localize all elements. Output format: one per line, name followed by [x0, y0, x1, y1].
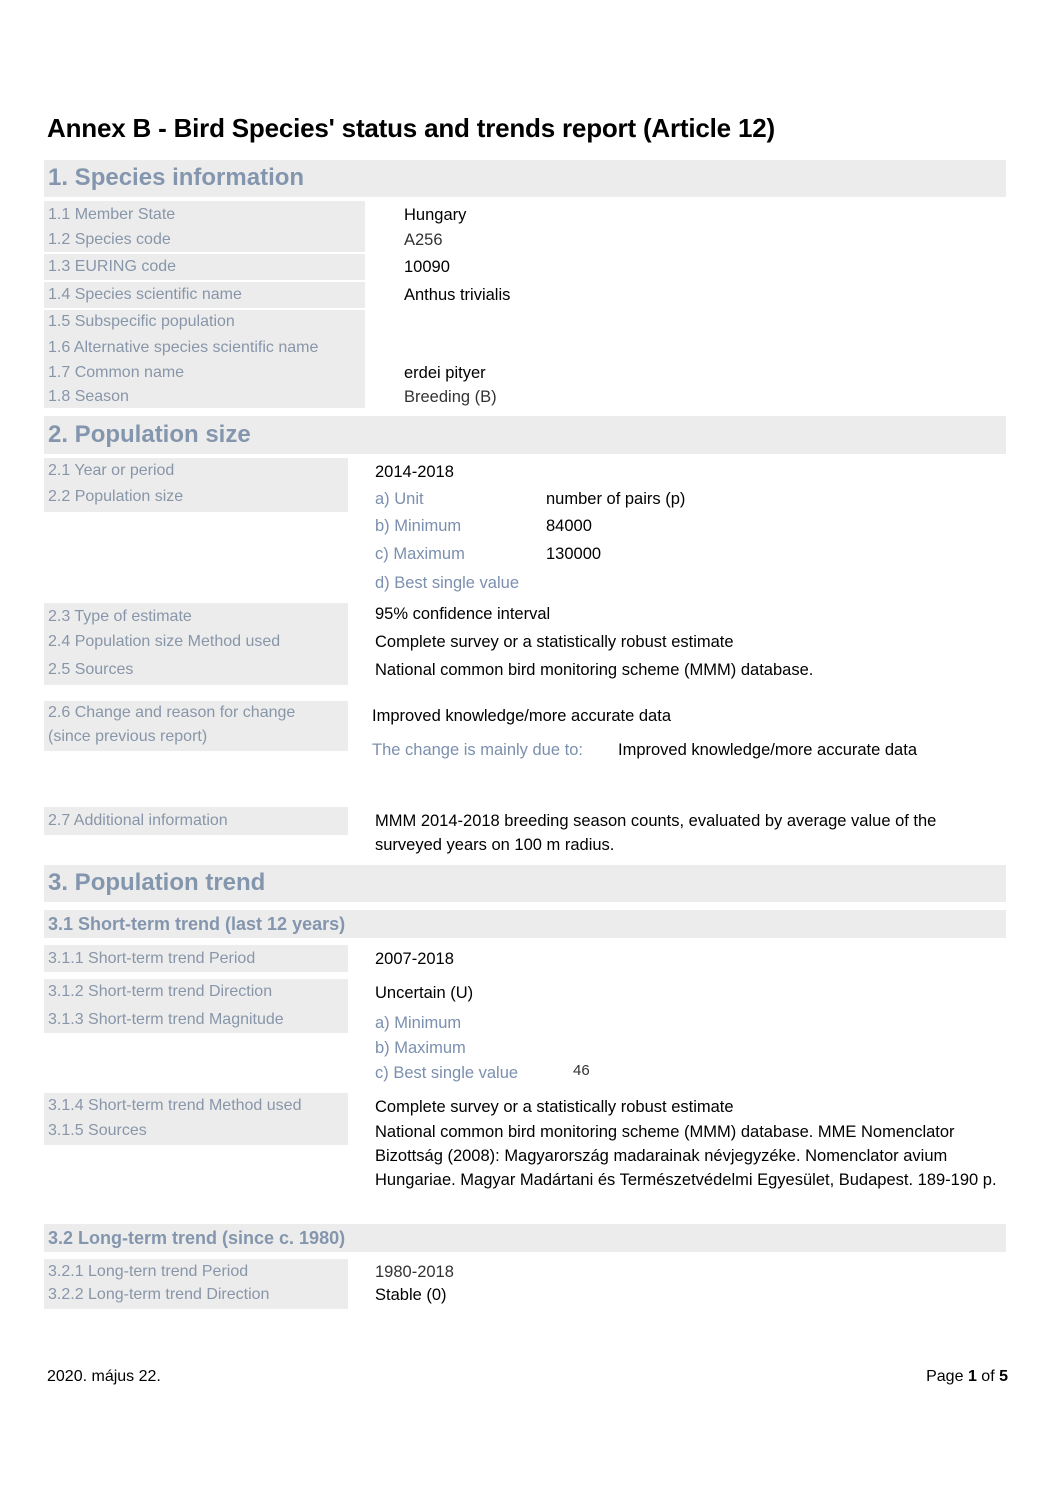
section-heading: 2. Population size — [48, 421, 251, 448]
label-population-size: 2.2 Population size — [48, 488, 184, 505]
value-euring-code: 10090 — [404, 258, 450, 276]
subsection-short-term-trend — [44, 910, 1006, 938]
label-short-direction: 3.1.2 Short-term trend Direction — [48, 983, 273, 1000]
value-member-state: Hungary — [404, 206, 467, 224]
page-of: of — [981, 1368, 995, 1385]
label-long-direction: 3.2.2 Long-term trend Direction — [48, 1286, 270, 1303]
value-short-period: 2007-2018 — [375, 950, 454, 968]
sub-label-change-due: The change is mainly due to: — [372, 741, 583, 759]
label-season: 1.8 Season — [48, 388, 129, 405]
label-method-used: 2.4 Population size Method used — [48, 633, 281, 650]
page-current: 1 — [967, 1368, 977, 1385]
section-heading: 1. Species information — [48, 164, 305, 191]
value-season: Breeding (B) — [404, 388, 497, 406]
label-short-period: 3.1.1 Short-term trend Period — [48, 950, 256, 967]
label-change-reason: 2.6 Change and reason for change — [48, 704, 296, 721]
value-species-code: A256 — [404, 231, 443, 249]
value-method-used: Complete survey or a statistically robust estimate — [375, 633, 734, 651]
label-year-period: 2.1 Year or period — [48, 462, 175, 479]
label-long-period: 3.2.1 Long-tern trend Period — [48, 1263, 249, 1280]
value-short-direction: Uncertain (U) — [375, 984, 474, 1002]
label-euring-code: 1.3 EURING code — [48, 258, 177, 275]
sub-label-minimum: b) Minimum — [375, 517, 462, 535]
label-scientific-name: 1.4 Species scientific name — [48, 286, 242, 303]
label-sources: 2.5 Sources — [48, 661, 134, 678]
sub-label-maximum: c) Maximum — [375, 545, 465, 563]
value-change-due: Improved knowledge/more accurate data — [618, 741, 917, 759]
sub-label-short-maximum: b) Maximum — [375, 1039, 466, 1057]
value-scientific-name: Anthus trivialis — [404, 286, 511, 304]
value-additional-info: MMM 2014-2018 breeding season counts, evaluated by average value of the surveyed years on 100 m radius. — [375, 812, 937, 854]
value-minimum: 84000 — [546, 517, 592, 535]
label-subspecific-population: 1.5 Subspecific population — [48, 313, 235, 330]
label-additional-info: 2.7 Additional information — [48, 812, 228, 829]
section-population-size — [44, 416, 1006, 454]
sub-label-best-value: d) Best single value — [375, 574, 519, 592]
page-total: 5 — [999, 1368, 1008, 1385]
label-short-magnitude: 3.1.3 Short-term trend Magnitude — [48, 1011, 284, 1028]
value-short-method: Complete survey or a statistically robust estimate — [375, 1098, 734, 1116]
footer-date: 2020. május 22. — [47, 1368, 161, 1385]
label-common-name: 1.7 Common name — [48, 364, 185, 381]
value-type-of-estimate: 95% confidence interval — [375, 605, 551, 623]
label-short-sources: 3.1.5 Sources — [48, 1122, 147, 1139]
value-sources: National common bird monitoring scheme (MMM) database. — [375, 661, 814, 679]
label-change-since: (since previous report) — [48, 728, 208, 745]
value-long-direction: Stable (0) — [375, 1286, 447, 1304]
value-change: Improved knowledge/more accurate data — [372, 707, 671, 725]
label-member-state: 1.1 Member State — [48, 206, 176, 223]
value-short-best: 46 — [573, 1062, 590, 1079]
section-species-information — [44, 160, 1006, 197]
value-year-period: 2014-2018 — [375, 463, 454, 481]
sub-label-short-best: c) Best single value — [375, 1064, 519, 1082]
label-species-code: 1.2 Species code — [48, 231, 171, 248]
value-maximum: 130000 — [546, 545, 602, 563]
footer-page-number — [926, 1368, 1008, 1386]
value-short-sources: National common bird monitoring scheme (MMM) database. MME Nomenclator Bizottság (2008): Magyarország madarainak névjegyzéke. Nomenclator avium Hungariae. Magyar Madártani és Természetvédelmi Egyesület, Budapest. 189-190 p. — [375, 1123, 997, 1189]
label-type-of-estimate: 2.3 Type of estimate — [48, 608, 192, 625]
sub-label-short-minimum: a) Minimum — [375, 1014, 462, 1032]
page-word: Page — [926, 1368, 964, 1385]
value-common-name: erdei pityer — [404, 364, 486, 382]
subsection-heading: 3.2 Long-term trend (since c. 1980) — [48, 1228, 346, 1248]
sub-label-unit: a) Unit — [375, 490, 424, 508]
section-population-trend — [44, 865, 1006, 902]
value-long-period: 1980-2018 — [375, 1263, 454, 1281]
label-alternative-name: 1.6 Alternative species scientific name — [48, 339, 319, 356]
report-title: Annex B - Bird Species' status and trends report (Article 12) — [47, 113, 775, 143]
value-unit: number of pairs (p) — [546, 490, 686, 508]
subsection-long-term-trend — [44, 1224, 1006, 1252]
subsection-heading: 3.1 Short-term trend (last 12 years) — [48, 914, 346, 934]
label-short-method: 3.1.4 Short-term trend Method used — [48, 1097, 302, 1114]
section-heading: 3. Population trend — [48, 869, 266, 896]
